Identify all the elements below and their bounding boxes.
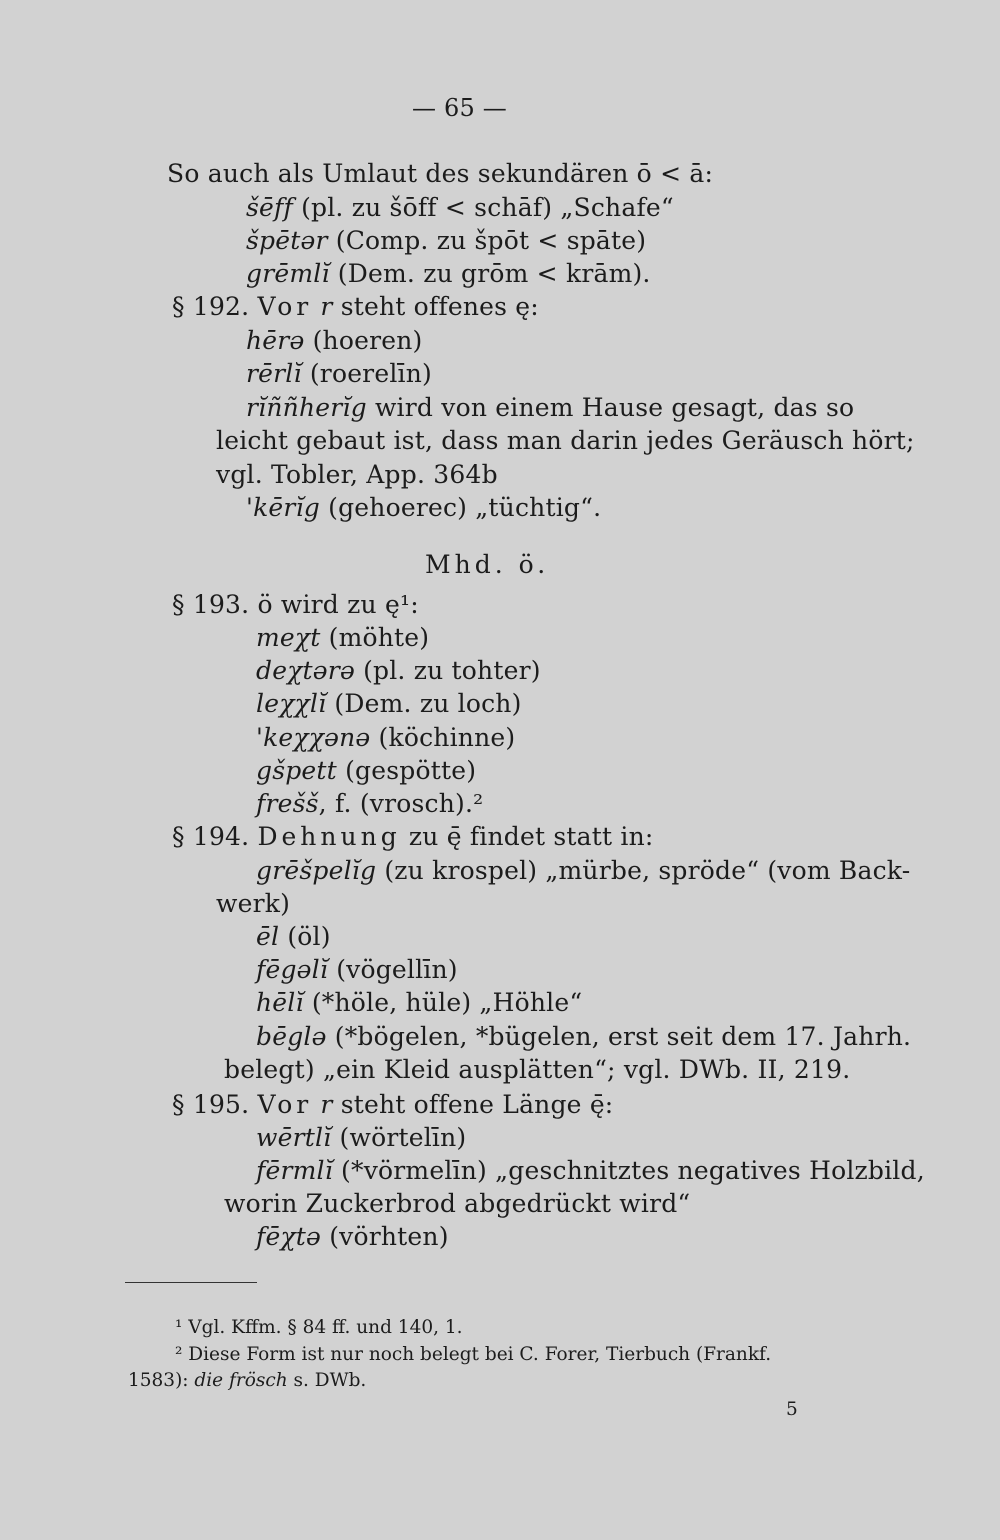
- footnote-divider: [125, 1282, 257, 1283]
- section-194: § 194. Dehnung zu ę̄ findet statt in:: [172, 822, 654, 851]
- dialect-word: gšpett: [256, 756, 337, 785]
- text-line: belegt) „ein Kleid ausplätten“; vgl. DWb. II, 219.: [224, 1055, 851, 1084]
- section-number: § 193.: [172, 590, 250, 619]
- entry-line: šēff (pl. zu šōff < schāf) „Schafe“: [246, 193, 674, 222]
- section-number: § 192.: [172, 292, 250, 321]
- text-line: werk): [216, 889, 291, 918]
- text-line: vgl. Tobler, App. 364b: [216, 460, 498, 489]
- footnote-2-continued: 1583): die frösch s. DWb.: [128, 1370, 367, 1391]
- entry-line: frešš, f. (vrosch).²: [256, 789, 484, 818]
- text-line: So auch als Umlaut des sekundären ō < ā:: [167, 159, 714, 188]
- entry-line: rĭññherĭg wird von einem Hause gesagt, das so: [246, 393, 855, 422]
- spaced-word: Vor: [257, 1090, 313, 1119]
- text-line: worin Zuckerbrod abgedrückt wird“: [224, 1189, 691, 1218]
- section-number: § 194.: [172, 822, 250, 851]
- entry-line: hēlĭ (*höle, hüle) „Höhle“: [256, 988, 583, 1017]
- dialect-word: šēff: [246, 193, 293, 222]
- footnote-2: ² Diese Form ist nur noch belegt bei C. Forer, Tierbuch (Frankf.: [175, 1344, 772, 1365]
- dialect-word: ēl: [256, 922, 280, 951]
- entry-line: wērtlĭ (wörtelīn): [256, 1123, 467, 1152]
- dialect-word: meχt: [256, 623, 321, 652]
- dialect-word: grēšpelĭg: [256, 856, 377, 885]
- footnote-1: ¹ Vgl. Kffm. § 84 ff. und 140, 1.: [175, 1317, 463, 1338]
- section-192: § 192. Vor r steht offenes ę:: [172, 292, 539, 321]
- spaced-word: Vor: [257, 292, 313, 321]
- dialect-word: hērə: [246, 326, 305, 355]
- dialect-word: leχχlĭ: [256, 689, 327, 718]
- entry-line: rērlĭ (roerelīn): [246, 359, 432, 388]
- dialect-word: hēlĭ: [256, 988, 304, 1017]
- entry-line: grēšpelĭg (zu krospel) „mürbe, spröde“ (vom Back-: [256, 856, 911, 885]
- dialect-word: fēgəlĭ: [256, 955, 329, 984]
- entry-line: špētər (Comp. zu špōt < spāte): [246, 226, 647, 255]
- entry-line: ēl (öl): [256, 922, 331, 951]
- dialect-word: grēmlĭ: [246, 259, 330, 288]
- section-193: § 193. ö wird zu ę¹:: [172, 590, 419, 619]
- entry-line: meχt (möhte): [256, 623, 430, 652]
- dialect-word: fērmlĭ: [256, 1156, 333, 1185]
- entry-line: deχtərə (pl. zu tohter): [256, 656, 541, 685]
- dialect-word: bēglə: [256, 1022, 327, 1051]
- entry-line: 'keχχənə (köchinne): [256, 723, 516, 752]
- section-195: § 195. Vor r steht offene Länge ę̄:: [172, 1090, 614, 1119]
- dialect-word: fēχtə: [256, 1222, 322, 1251]
- dialect-word: rērlĭ: [246, 359, 302, 388]
- spaced-word: Dehnung: [257, 822, 401, 851]
- dialect-word: špētər: [246, 226, 328, 255]
- entry-line: 'kērĭg (gehoerec) „tüchtig“.: [246, 493, 602, 522]
- entry-line: gšpett (gespötte): [256, 756, 477, 785]
- section-number: § 195.: [172, 1090, 250, 1119]
- entry-line: leχχlĭ (Dem. zu loch): [256, 689, 522, 718]
- text-line: leicht gebaut ist, dass man darin jedes Geräusch hört;: [216, 426, 915, 455]
- dialect-word: deχtərə: [256, 656, 355, 685]
- entry-line: hērə (hoeren): [246, 326, 423, 355]
- dialect-word: 'kērĭg: [246, 493, 320, 522]
- entry-line: bēglə (*bögelen, *bügelen, erst seit dem 17. Jahrh.: [256, 1022, 912, 1051]
- page-number: — 65 —: [412, 94, 507, 122]
- dialect-word: wērtlĭ: [256, 1123, 332, 1152]
- entry-line: fēgəlĭ (vögellīn): [256, 955, 458, 984]
- section-heading: Mhd. ö.: [425, 550, 550, 579]
- dialect-word: 'keχχənə: [256, 723, 371, 752]
- signature-mark: 5: [786, 1399, 798, 1420]
- entry-line: fērmlĭ (*vörmelīn) „geschnitztes negatives Holzbild,: [256, 1156, 925, 1185]
- entry-line: grēmlĭ (Dem. zu grōm < krām).: [246, 259, 651, 288]
- dialect-word: frešš: [256, 789, 319, 818]
- dialect-word: rĭññherĭg: [246, 393, 367, 422]
- entry-line: fēχtə (vörhten): [256, 1222, 449, 1251]
